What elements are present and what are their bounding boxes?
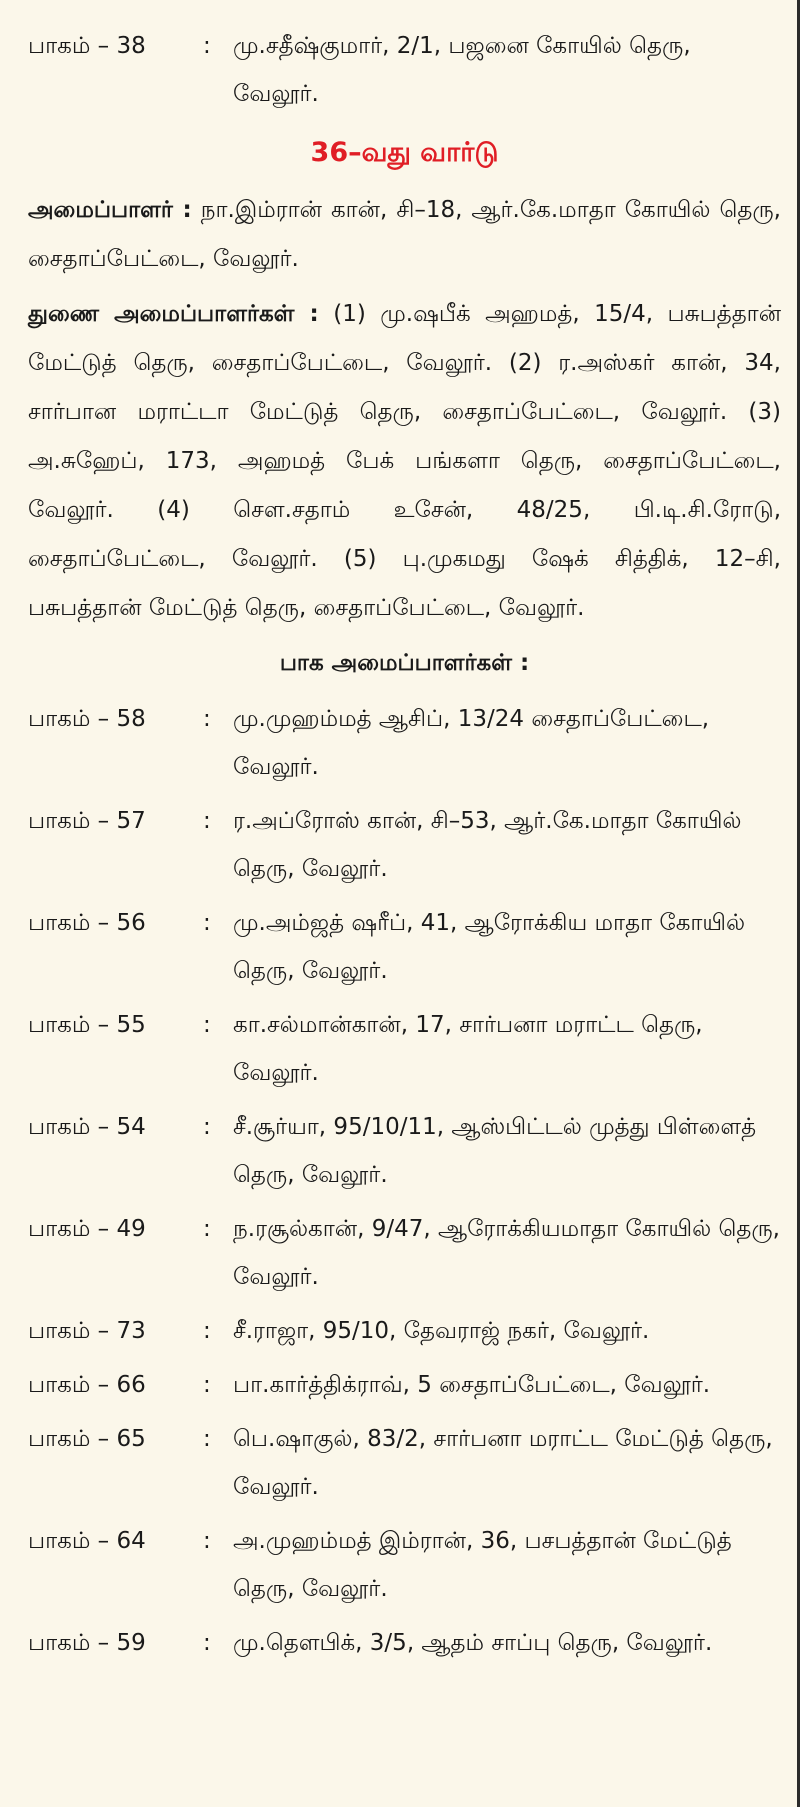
colon: : bbox=[203, 1216, 211, 1242]
part-entry bbox=[28, 1307, 781, 1355]
part-label: பாகம் – 64 bbox=[28, 1528, 146, 1554]
part-label: பாகம் – 49 bbox=[28, 1216, 146, 1242]
part-organizer-text: மு.தௌபிக், 3/5, ஆதம் சாப்பு தெரு, வேலூர். bbox=[233, 1630, 713, 1656]
part-organizer-text: மு.முஹம்மத் ஆசிப், 13/24 சைதாப்பேட்டை, வேலூர். bbox=[233, 706, 710, 780]
part-label: பாகம் – 66 bbox=[28, 1372, 146, 1398]
part-organizers-heading: பாக அமைப்பாளர்கள் : bbox=[279, 650, 530, 676]
part-entry bbox=[28, 797, 781, 893]
deputy-organizers-text: (1) மு.ஷபீக் அஹமத், 15/4, பசுபத்தான் மேட்டுத் தெரு, சைதாப்பேட்டை, வேலூர். (2) ர.அஸ்கர் கான், 34, சார்பான மராட்டா மேட்டுத் தெரு, சைதாப்பேட்டை, வேலூர். (3) அ.சுஹேப், 173, அஹமத் பேக் பங்களா தெரு, சைதாப்பேட்டை, வேலூர். (4) சௌ.சதாம் உசேன், 48/25, பி.டி.சி.ரோடு, சைதாப்பேட்டை, வேலூர். (5) பு.முகமது ஷேக் சித்திக், 12–சி, பசுபத்தான் மேட்டுத் தெரு, சைதாப்பேட்டை, வேலூர். bbox=[28, 301, 781, 621]
colon: : bbox=[203, 33, 211, 59]
part-organizer-text: ர.அப்ரோஸ் கான், சி–53, ஆர்.கே.மாதா கோயில் தெரு, வேலூர். bbox=[233, 808, 742, 882]
part-label: பாகம் – 59 bbox=[28, 1630, 146, 1656]
colon: : bbox=[203, 1318, 211, 1344]
part-entry bbox=[28, 1619, 781, 1667]
part-entry bbox=[28, 695, 781, 791]
colon: : bbox=[203, 1528, 211, 1554]
part-organizer-text: அ.முஹம்மத் இம்ரான், 36, பசபத்தான் மேட்டுத் தெரு, வேலூர். bbox=[233, 1528, 732, 1602]
organizer-paragraph bbox=[28, 186, 781, 284]
part-entry bbox=[28, 1517, 781, 1613]
ward-heading: 36–வது வார்டு bbox=[310, 137, 499, 168]
part-label: பாகம் – 57 bbox=[28, 808, 146, 834]
part-organizer-text: சீ.சூர்யா, 95/10/11, ஆஸ்பிட்டல் முத்து பிள்ளைத் தெரு, வேலூர். bbox=[233, 1114, 757, 1188]
part-label: பாகம் – 56 bbox=[28, 910, 146, 936]
part-label: பாகம் – 65 bbox=[28, 1426, 146, 1452]
colon: : bbox=[203, 706, 211, 732]
part-label: பாகம் – 38 bbox=[28, 33, 146, 59]
organizer-text: நா.இம்ரான் கான், சி–18, ஆர்.கே.மாதா கோயில் தெரு, சைதாப்பேட்டை, வேலூர். bbox=[28, 197, 781, 272]
colon: : bbox=[203, 1372, 211, 1398]
part-organizers-list bbox=[28, 695, 781, 1667]
part-label: பாகம் – 58 bbox=[28, 706, 146, 732]
colon: : bbox=[203, 1114, 211, 1140]
part-entry bbox=[28, 1103, 781, 1199]
part-organizer-text: கா.சல்மான்கான், 17, சார்பனா மராட்ட தெரு, வேலூர். bbox=[233, 1012, 703, 1086]
part-entry bbox=[28, 1415, 781, 1511]
colon: : bbox=[203, 808, 211, 834]
part-organizer-text: மு.சதீஷ்குமார், 2/1, பஜனை கோயில் தெரு, வேலூர். bbox=[233, 33, 691, 107]
part-organizer-text: ந.ரசூல்கான், 9/47, ஆரோக்கியமாதா கோயில் தெரு, வேலூர். bbox=[233, 1216, 780, 1290]
organizer-label: அமைப்பாளர் : bbox=[28, 197, 192, 223]
part-entry bbox=[28, 1205, 781, 1301]
colon: : bbox=[203, 1630, 211, 1656]
deputy-organizers-label: துணை அமைப்பாளர்கள் : bbox=[28, 301, 319, 327]
part-organizer-text: மு.அம்ஜத் ஷரீப், 41, ஆரோக்கிய மாதா கோயில் தெரு, வேலூர். bbox=[233, 910, 746, 984]
part-label: பாகம் – 73 bbox=[28, 1318, 146, 1344]
part-entry bbox=[28, 1361, 781, 1409]
part-entry bbox=[28, 899, 781, 995]
part-organizer-text: பெ.ஷாகுல், 83/2, சார்பனா மராட்ட மேட்டுத் தெரு, வேலூர். bbox=[233, 1426, 773, 1500]
part-label: பாகம் – 54 bbox=[28, 1114, 146, 1140]
part-entry bbox=[28, 1001, 781, 1097]
part-label: பாகம் – 55 bbox=[28, 1012, 146, 1038]
colon: : bbox=[203, 910, 211, 936]
part-entry-38 bbox=[28, 22, 781, 118]
part-organizer-text: பா.கார்த்திக்ராவ், 5 சைதாப்பேட்டை, வேலூர். bbox=[233, 1372, 711, 1398]
deputy-organizers-paragraph bbox=[28, 290, 781, 633]
part-organizer-text: சீ.ராஜா, 95/10, தேவராஜ் நகர், வேலூர். bbox=[233, 1318, 650, 1344]
colon: : bbox=[203, 1426, 211, 1452]
colon: : bbox=[203, 1012, 211, 1038]
